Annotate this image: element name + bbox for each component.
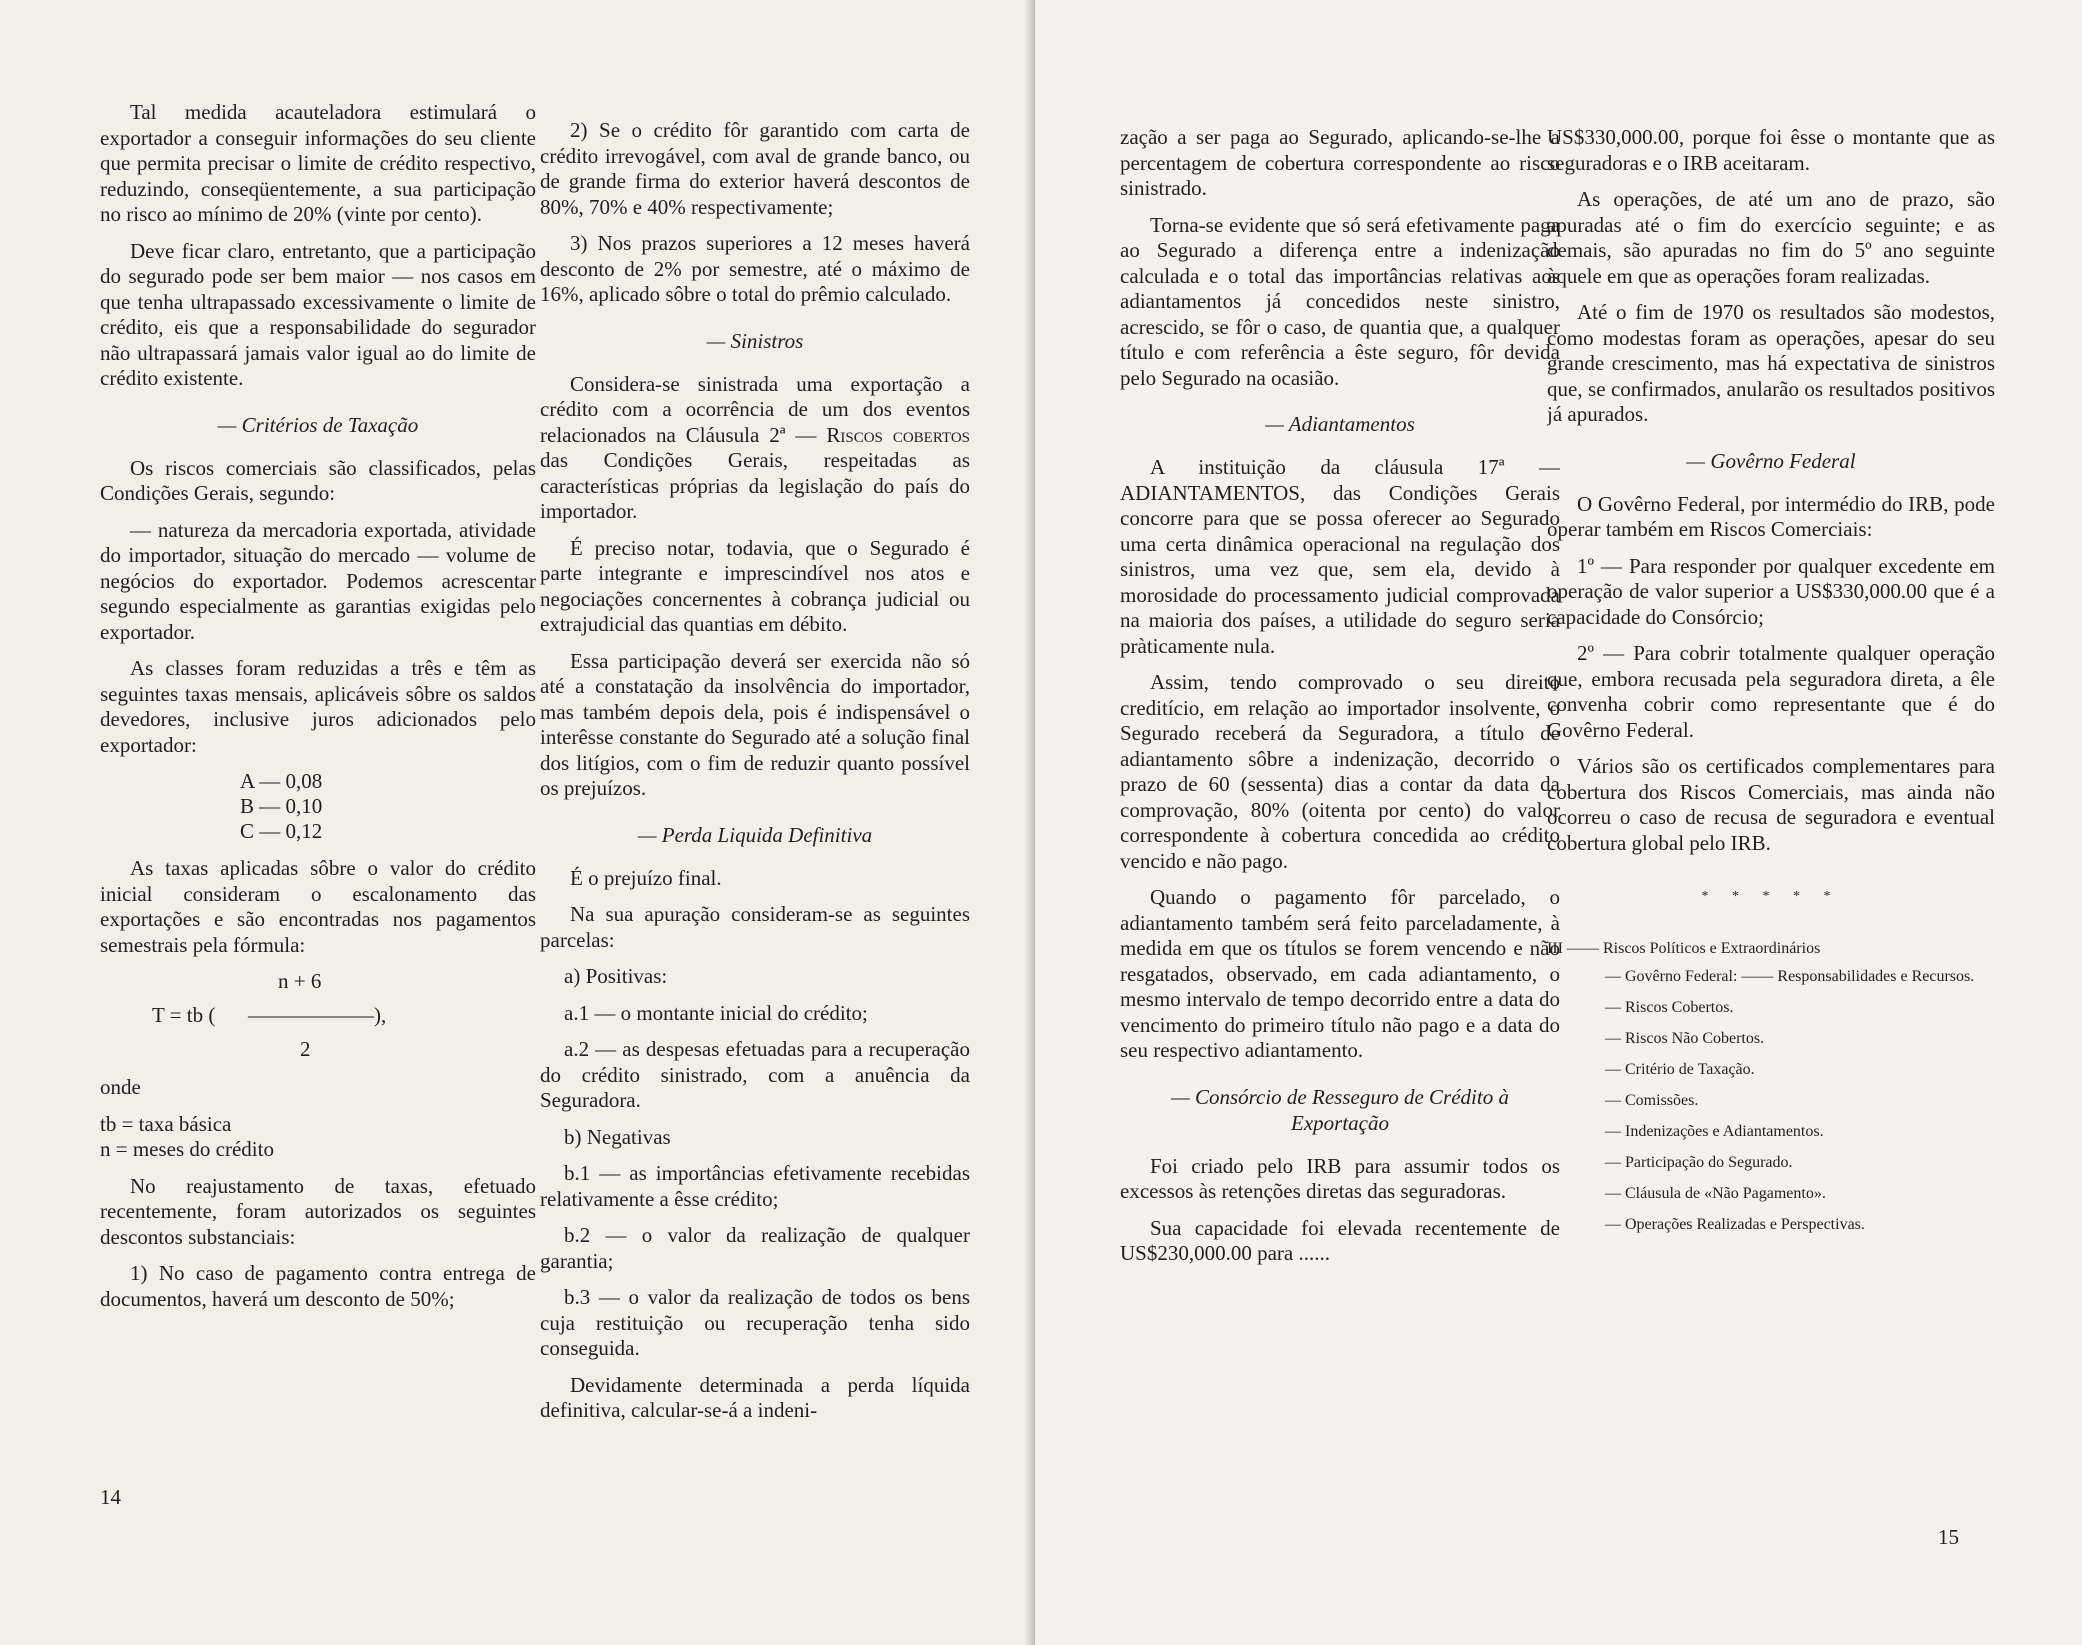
outline-item: — Riscos Cobertos. bbox=[1605, 998, 1734, 1016]
rate-table bbox=[240, 769, 536, 844]
paragraph: Foi criado pelo IRB para assumir todos os excessos às retenções diretas das seguradoras. bbox=[1120, 1153, 1560, 1203]
paragraph: No reajustamento de taxas, efetuado recentemente, foram autorizados os seguintes descontos substanciais: bbox=[100, 1173, 536, 1249]
chapter-outline bbox=[1547, 938, 1995, 1236]
outline-item: — Comissões. bbox=[1605, 1091, 1699, 1109]
paragraph: O Govêrno Federal, por intermédio do IRB, pode operar também em Riscos Comerciais: bbox=[1547, 491, 1995, 541]
outline-item: — Critério de Taxação. bbox=[1605, 1060, 1755, 1078]
paragraph: A instituição da cláusula 17ª — ADIANTAMENTOS, das Condições Gerais concorre para que se possa oferecer ao Segurado uma certa dinâmica operacional na regulação dos sinistros, uma vez que, sem ela, devido à morosidade do processamento judicial comprovada na maioria dos países, a utilidade do seguro seria pràticamente nula. bbox=[1120, 455, 1560, 658]
rate-c: C — 0,12 bbox=[240, 819, 323, 843]
left-page-column-1 bbox=[100, 100, 536, 1620]
list-item: b) Negativas bbox=[564, 1124, 671, 1149]
paragraph: Torna-se evidente que só será efetivamente paga ao Segurado a diferença entre a indenização calculada e o total das importâncias relativas aos adiantamentos já concedidos neste sinistro, acrescido, se fôr o caso, de quantia que, a qualquer título e com referência a êste seguro, fôr devida pelo Segurado na ocasião. bbox=[1120, 212, 1560, 390]
paragraph: É o prejuízo final. bbox=[570, 865, 722, 890]
paragraph: Assim, tendo comprovado o seu direito creditício, em relação ao importador insolvente, o Segurado receberá da Seguradora, a título de adiantamento sôbre a indenização, decorrido o prazo de 60 (sessenta) dias a contar da data da comprovação, 80% (oitenta por cento) do valor correspondente à cobertura concedida ao crédito vencido e não pago. bbox=[1120, 670, 1560, 873]
paragraph: Essa participação deverá ser exercida não só até a constatação da insolvência do importador, mas também depois dela, pois é indispensável o interêsse constante do Segurado até a solução final dos litígios, com o fim de reduzir quanto possível os prejuízos. bbox=[540, 648, 970, 800]
paragraph: Vários são os certificados complementares para cobertura dos Riscos Comerciais, mas ainda não ocorreu o caso de recusa de seguradora e eventual cobertura global pelo IRB. bbox=[1547, 754, 1995, 855]
paragraph: — natureza da mercadoria exportada, atividade do importador, situação do mercado — volume de negócios do exportador. Podemos acrescentar segundo especialmente as garantias exigidas pelo exportador. bbox=[100, 517, 536, 644]
paragraph: As classes foram reduzidas a três e têm as seguintes taxas mensais, aplicáveis sôbre os saldos devedores, inclusive juros adicionados pelo exportador: bbox=[100, 656, 536, 757]
section-heading-sinistros: — Sinistros bbox=[706, 328, 804, 353]
section-heading-perda: — Perda Liquida Definitiva bbox=[637, 822, 873, 847]
paragraph: Considera-se sinistrada uma exportação a crédito com a ocorrência de um dos eventos relacionados na Cláusula 2ª — Riscos cobertos das Condições Gerais, respeitadas as características próprias da legislação do país do importador. bbox=[540, 371, 970, 523]
section-separator-stars: * * * * * bbox=[1701, 889, 1841, 904]
definition-n: n = meses do crédito bbox=[100, 1136, 274, 1161]
rate-b: B — 0,10 bbox=[240, 794, 323, 818]
section-heading-consorcio: — Consórcio de Resseguro de Crédito à Exportação bbox=[1171, 1084, 1509, 1135]
section-heading-governo: — Govêrno Federal bbox=[1686, 448, 1856, 473]
paragraph: Sua capacidade foi elevada recentemente de US$230,000.00 para ...... bbox=[1120, 1215, 1560, 1265]
page-number-left: 14 bbox=[100, 1485, 121, 1509]
formula-denominator: 2 bbox=[300, 1037, 311, 1061]
left-page-column-2 bbox=[540, 118, 970, 1638]
formula-numerator: n + 6 bbox=[278, 969, 322, 993]
paragraph: Na sua apuração consideram-se as seguintes parcelas: bbox=[540, 902, 970, 952]
list-item: b.3 — o valor da realização de todos os bens cuja restituição ou recuperação tenha sido conseguida. bbox=[540, 1285, 970, 1360]
rate-a: A — 0,08 bbox=[240, 769, 323, 793]
outline-item: — Indenizações e Adiantamentos. bbox=[1605, 1122, 1824, 1140]
paragraph: 2) Se o crédito fôr garantido com carta de crédito irrevogável, com aval de grande banco, ou de grande firma do exterior haverá descontos de 80%, 70% e 40% respectivamente; bbox=[540, 118, 970, 219]
right-page bbox=[1035, 0, 2082, 1645]
formula-lhs: T = tb ( bbox=[152, 1003, 216, 1027]
section-heading-adiantamentos: — Adiantamentos bbox=[1265, 412, 1415, 436]
definition-tb: tb = taxa básica bbox=[100, 1111, 232, 1136]
paragraph: Devidamente determinada a perda líquida definitiva, calcular-se-á a indeni- bbox=[540, 1372, 970, 1422]
list-item: a) Positivas: bbox=[564, 964, 668, 988]
paragraph: 2º — Para cobrir totalmente qualquer operação que, embora recusada pela seguradora direta, a êle convenha cobrir como representante que é do Govêrno Federal. bbox=[1547, 641, 1995, 742]
paragraph: 1º — Para responder por qualquer excedente em operação de valor superior a US$330,000.00 que é a capacidade do Consórcio; bbox=[1547, 553, 1995, 629]
section-heading-criterios: — Critérios de Taxação bbox=[217, 412, 419, 437]
list-item: a.2 — as despesas efetuadas para a recuperação do crédito sinistrado, com a anuência da Seguradora. bbox=[540, 1037, 970, 1112]
outline-item: — Riscos Não Cobertos. bbox=[1605, 1029, 1765, 1047]
outline-item: — Participação do Segurado. bbox=[1605, 1153, 1793, 1171]
paragraph: 1) No caso de pagamento contra entrega de documentos, haverá um desconto de 50%; bbox=[100, 1261, 536, 1311]
left-page bbox=[0, 0, 1035, 1645]
paragraph: As taxas aplicadas sôbre o valor do crédito inicial consideram o escalonamento das exportações e são encontradas nos pagamentos semestrais pela fórmula: bbox=[100, 856, 536, 957]
right-page-column-1 bbox=[1120, 125, 1560, 1645]
paragraph: US$330,000.00, porque foi êsse o montante que as seguradoras e o IRB aceitaram. bbox=[1547, 125, 1995, 175]
paragraph: onde bbox=[100, 1075, 141, 1099]
paragraph: Deve ficar claro, entretanto, que a participação do segurado pode ser bem maior — nos casos em que tenha ultrapassado excessivamente o limite de crédito, eis que a responsabilidade do segurador não ultrapassará jamais valor igual ao do limite de crédito existente. bbox=[100, 238, 536, 390]
outline-list bbox=[1605, 966, 1995, 1236]
outline-heading: III —— Riscos Políticos e Extraordinários bbox=[1547, 939, 1821, 957]
outline-item: — Operações Realizadas e Perspectivas. bbox=[1605, 1215, 1865, 1233]
paragraph: Até o fim de 1970 os resultados são modestos, como modestas foram as operações, apesar do seu grande crescimento, mas há expectativa de sinistros que, se confirmados, anularão os resultados positivos já apurados. bbox=[1547, 300, 1995, 426]
paragraph: Tal medida acauteladora estimulará o exportador a conseguir informações do seu cliente que permita precisar o limite de crédito respectivo, reduzindo, conseqüentemente, a sua participação no risco ao mínimo de 20% (vinte por cento). bbox=[100, 100, 536, 226]
list-item: a.1 — o montante inicial do crédito; bbox=[564, 1000, 868, 1025]
formula-definitions bbox=[100, 1112, 536, 1162]
rate-formula bbox=[100, 969, 536, 1065]
paragraph: As operações, de até um ano de prazo, são apuradas até o fim do exercício seguinte; e as demais, são apuradas no fim do 5º ano seguinte àquele em que as operações foram realizadas. bbox=[1547, 187, 1995, 288]
list-item: b.1 — as importâncias efetivamente recebidas relativamente a êsse crédito; bbox=[540, 1161, 970, 1211]
outline-item: — Cláusula de «Não Pagamento». bbox=[1605, 1184, 1826, 1202]
list-item: b.2 — o valor da realização de qualquer garantia; bbox=[540, 1223, 970, 1273]
right-page-column-2 bbox=[1547, 125, 1995, 1645]
formula-fraction-line: ——————), bbox=[248, 1003, 387, 1027]
paragraph: Quando o pagamento fôr parcelado, o adiantamento também será feito parceladamente, à medida em que os títulos se forem vencendo e não resgatados, observado, em cada adiantamento, o mesmo intervalo de tempo decorrido entre a data do vencimento do primeiro título não pago e a data do seu respectivo adiantamento. bbox=[1120, 885, 1560, 1062]
paragraph: zação a ser paga ao Segurado, aplicando-se-lhe a percentagem de cobertura correspondente ao risco sinistrado. bbox=[1120, 125, 1560, 200]
outline-item: — Govêrno Federal: —— Responsabilidades e Recursos. bbox=[1605, 967, 1975, 985]
paragraph: 3) Nos prazos superiores a 12 meses haverá desconto de 2% por semestre, até o máximo de 16%, aplicado sôbre o total do prêmio calculado. bbox=[540, 231, 970, 306]
paragraph: É preciso notar, todavia, que o Segurado é parte integrante e imprescindível nos atos e negociações concernentes à cobrança judicial ou extrajudicial das quantias em débito. bbox=[540, 535, 970, 636]
page-number-right: 15 bbox=[1938, 1525, 1959, 1549]
paragraph: Os riscos comerciais são classificados, pelas Condições Gerais, segundo: bbox=[100, 455, 536, 505]
